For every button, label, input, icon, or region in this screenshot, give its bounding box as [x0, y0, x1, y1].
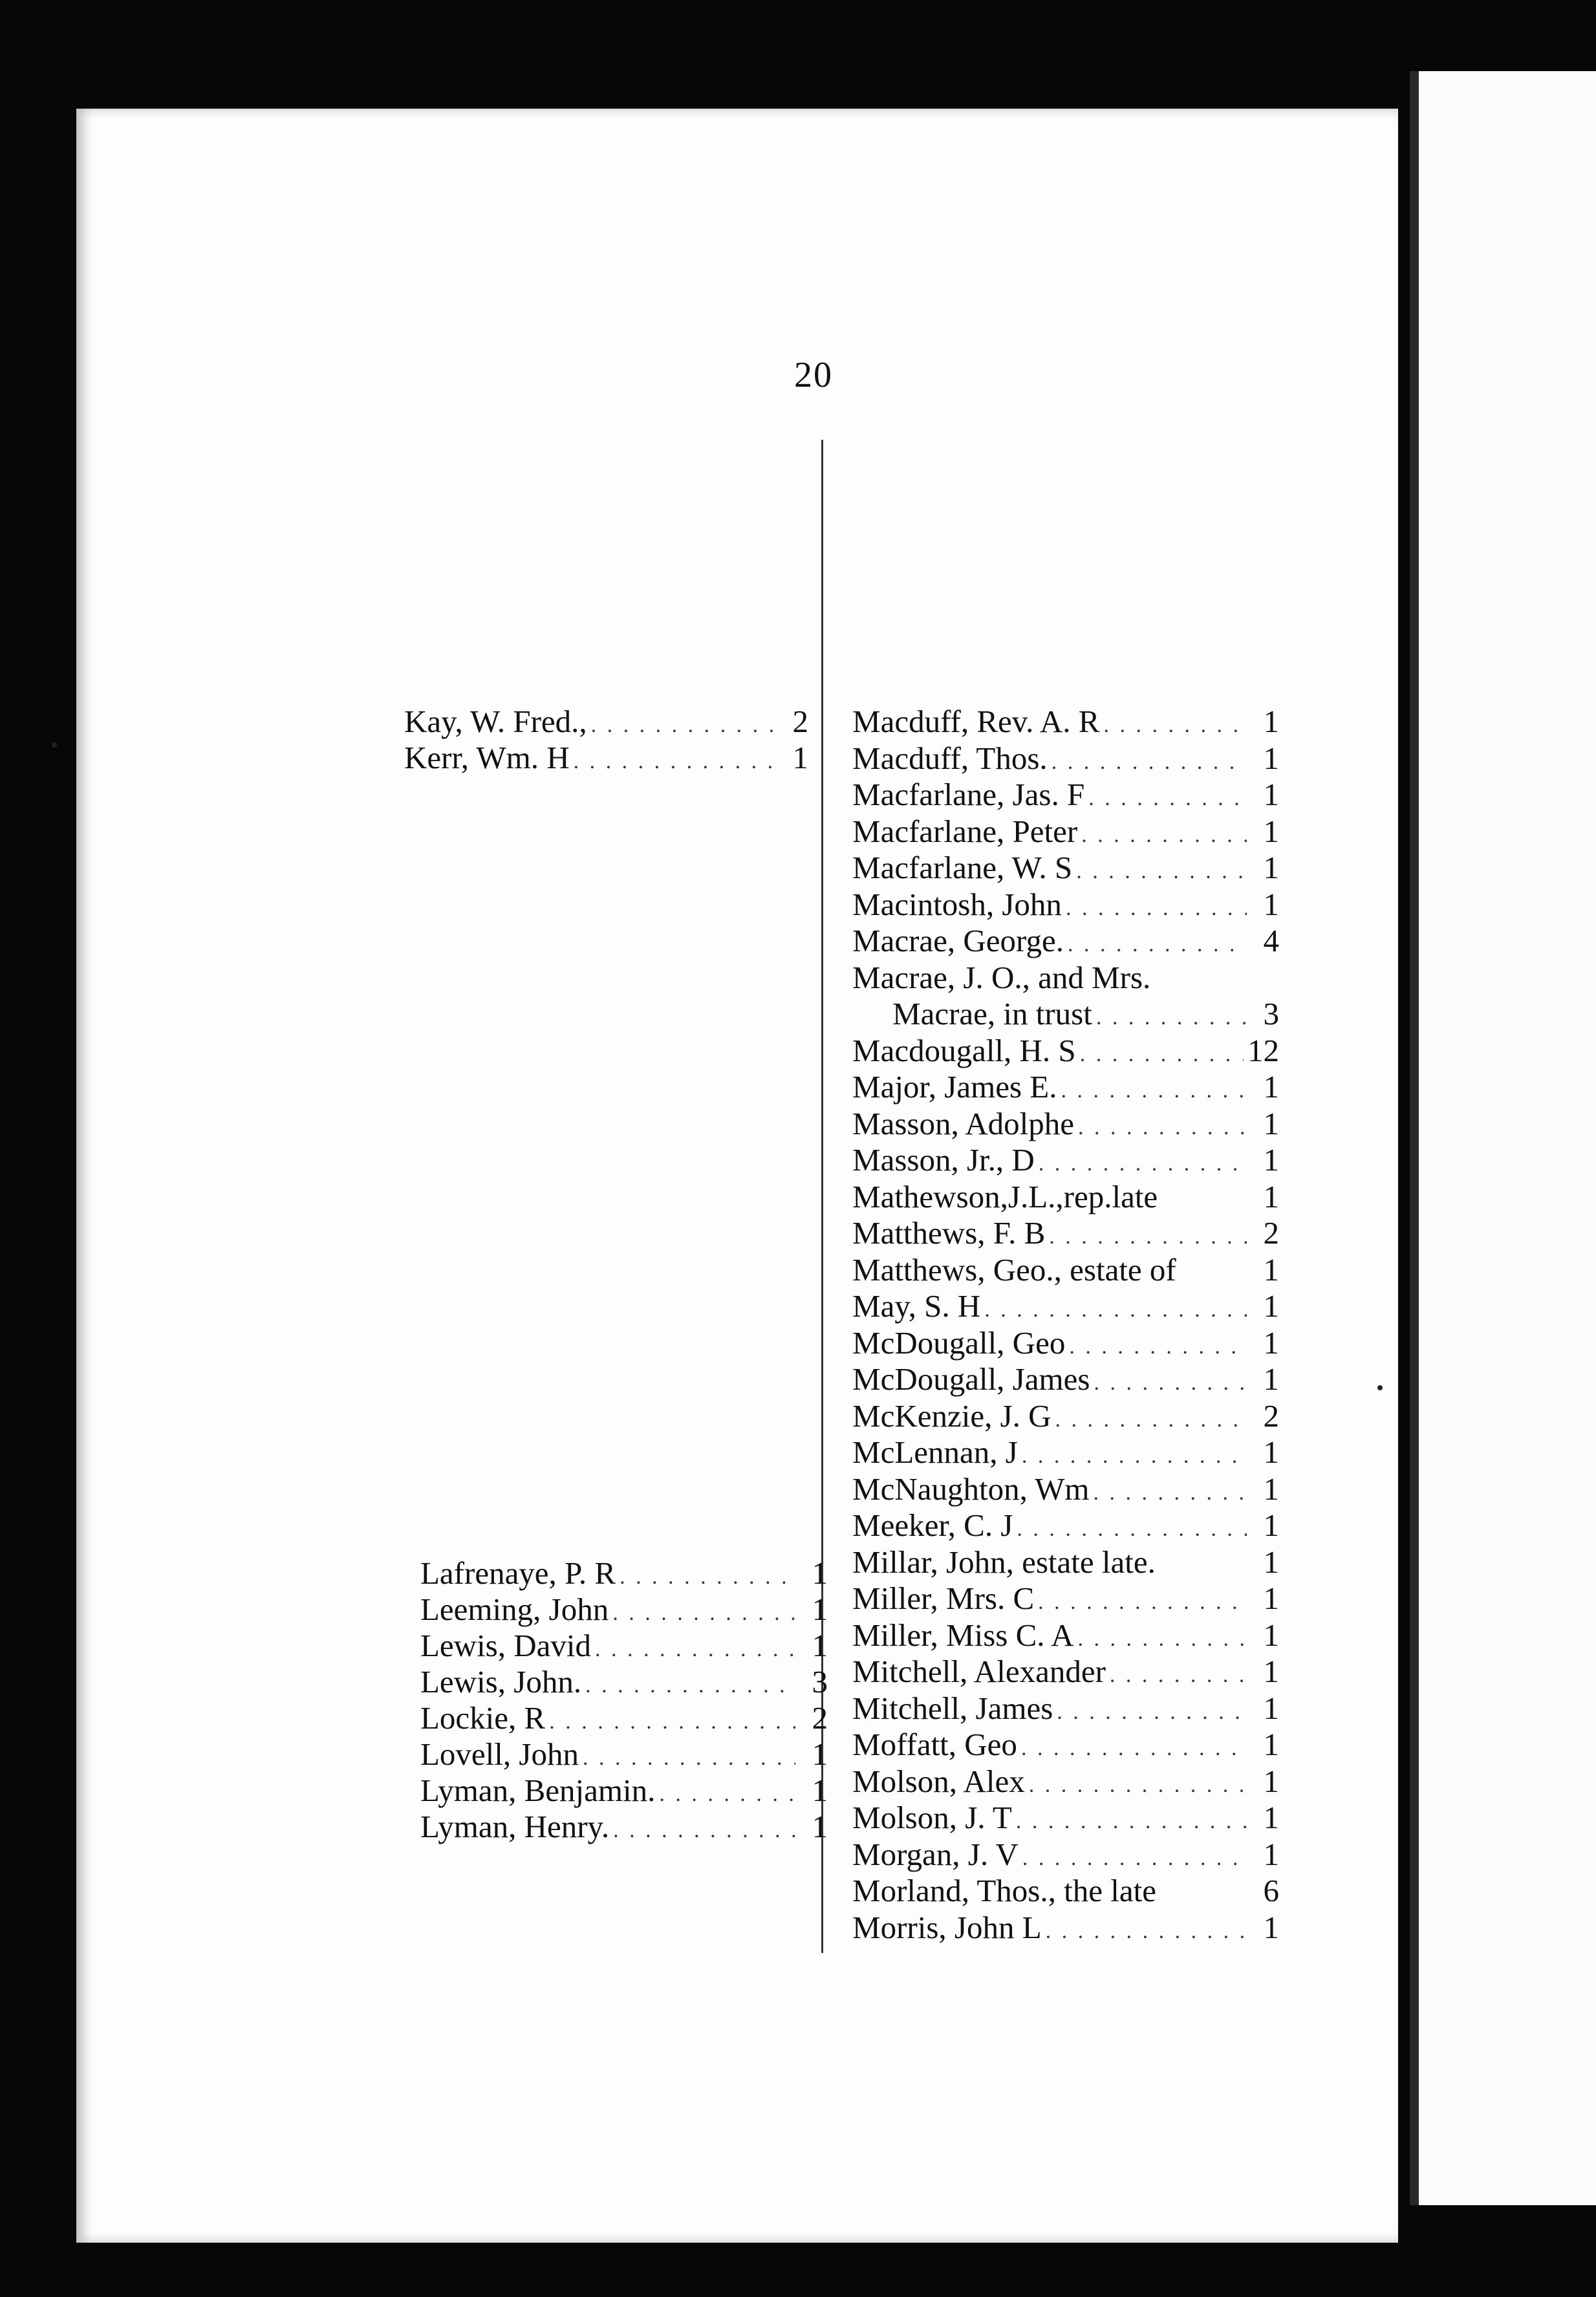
- subscriber-name: Macintosh, John: [852, 886, 1062, 922]
- subscriber-name: Kay, W. Fred.,: [404, 704, 587, 739]
- list-item: [852, 1434, 1279, 1471]
- share-count: 1: [1263, 704, 1279, 739]
- scan-speck: [52, 742, 57, 748]
- share-count: 1: [812, 1591, 828, 1627]
- dot-leader: [585, 1668, 795, 1704]
- subscriber-name: Millar, John, estate late.: [852, 1544, 1156, 1580]
- share-count: 1: [1263, 740, 1279, 776]
- dot-leader: [583, 1740, 795, 1776]
- list-item: [404, 740, 808, 776]
- dot-leader: [613, 1813, 795, 1849]
- subscriber-name: Masson, Jr., D: [852, 1142, 1035, 1178]
- list-item: [852, 1288, 1279, 1325]
- list-item: [852, 1800, 1279, 1837]
- share-count: 1: [1263, 1142, 1279, 1178]
- dot-leader: [1103, 707, 1247, 744]
- list-item: [420, 1555, 828, 1591]
- share-count: 2: [792, 704, 808, 739]
- share-count: 2: [1263, 1397, 1279, 1434]
- list-item: [852, 1471, 1279, 1508]
- subscriber-name: Morland, Thos., the late: [852, 1873, 1156, 1908]
- dot-leader: [1022, 1438, 1247, 1475]
- dot-leader: [1051, 744, 1247, 781]
- dot-leader: [1039, 1146, 1247, 1183]
- list-item: [420, 1700, 828, 1736]
- list-item: [420, 1664, 828, 1700]
- subscriber-name: Macrae, in trust: [892, 996, 1092, 1031]
- dot-leader: [1068, 927, 1247, 964]
- subscriber-name: McDougall, Geo: [852, 1324, 1066, 1361]
- scan-speck: [1377, 1385, 1383, 1390]
- share-count: 1: [1263, 1909, 1279, 1945]
- share-count: 3: [812, 1664, 828, 1699]
- subscriber-name: Macrae, George.: [852, 923, 1064, 958]
- list-item: [852, 814, 1279, 850]
- subscriber-name: Major, James E.: [852, 1069, 1057, 1105]
- dot-leader: [591, 707, 776, 744]
- dot-leader: [1038, 1584, 1247, 1621]
- list-item: [420, 1591, 828, 1628]
- share-count: 1: [1263, 1617, 1279, 1653]
- subscriber-name: Matthews, F. B: [852, 1215, 1046, 1251]
- list-item: [852, 1033, 1279, 1070]
- share-count: 1: [1263, 1727, 1279, 1762]
- list-item: [852, 960, 1279, 997]
- list-item: [852, 1837, 1279, 1873]
- subscriber-name: Molson, J. T: [852, 1800, 1012, 1835]
- share-count: 1: [812, 1773, 828, 1808]
- dot-leader: [1077, 1621, 1247, 1658]
- list-item: [852, 1215, 1279, 1252]
- list-item: [852, 1763, 1279, 1800]
- list-item: [852, 923, 1279, 960]
- share-count: 1: [1263, 1654, 1279, 1689]
- subscriber-name: Lewis, David: [420, 1628, 591, 1663]
- list-item: [420, 1809, 828, 1845]
- dot-leader: [984, 1292, 1247, 1329]
- subscriber-name: Meeker, C. J: [852, 1507, 1013, 1543]
- list-item: [852, 1580, 1279, 1617]
- subscriber-name: May, S. H: [852, 1288, 981, 1324]
- list-item: [852, 1544, 1279, 1581]
- list-item: [420, 1736, 828, 1773]
- list-item: [852, 1873, 1279, 1910]
- share-count: 1: [1263, 1434, 1279, 1470]
- share-count: 1: [1263, 1800, 1279, 1835]
- list-item: [852, 1252, 1279, 1289]
- dot-leader: [1046, 1914, 1247, 1950]
- subscriber-name: Mitchell, James: [852, 1690, 1053, 1726]
- subscriber-name: Lovell, John: [420, 1736, 579, 1772]
- subscriber-name: Matthews, Geo., estate of: [852, 1251, 1176, 1288]
- list-item: [852, 1142, 1279, 1179]
- subscriber-name: Kerr, Wm. H: [404, 740, 570, 775]
- share-count: 1: [1263, 1507, 1279, 1543]
- dot-leader: [1017, 1511, 1247, 1548]
- subscriber-name: Macfarlane, Peter: [852, 813, 1078, 849]
- dot-leader: [1021, 1731, 1247, 1767]
- dot-leader: [1055, 1402, 1247, 1439]
- list-item: [852, 1106, 1279, 1143]
- list-item: [852, 887, 1279, 923]
- dot-leader: [1049, 1219, 1247, 1256]
- dot-leader: [1078, 1110, 1247, 1147]
- subscriber-name: Lyman, Benjamin.: [420, 1773, 656, 1808]
- list-item: [852, 1179, 1279, 1216]
- list-item: [852, 1617, 1279, 1654]
- share-count: 4: [1263, 923, 1279, 958]
- subscriber-name: Lewis, John.: [420, 1664, 582, 1699]
- dot-leader: [1076, 854, 1247, 890]
- list-item: [404, 704, 808, 740]
- share-count: 1: [1263, 1690, 1279, 1726]
- share-count: 1: [1263, 1178, 1279, 1214]
- share-count: 1: [1263, 1763, 1279, 1799]
- subscriber-name: McNaughton, Wm: [852, 1471, 1090, 1507]
- list-item: [852, 1507, 1279, 1544]
- facing-page-edge: [1410, 71, 1596, 2205]
- share-count: 1: [1263, 1288, 1279, 1324]
- dot-leader: [620, 1559, 795, 1595]
- subscriber-name: Mathewson,J.L.,rep.late: [852, 1178, 1158, 1214]
- share-count: 12: [1247, 1032, 1279, 1068]
- subscriber-name: Lockie, R: [420, 1700, 546, 1736]
- dot-leader: [659, 1776, 795, 1813]
- list-item: [852, 1361, 1279, 1398]
- share-count: 2: [1263, 1215, 1279, 1251]
- dot-leader: [1094, 1365, 1247, 1402]
- subscriber-name: Miller, Mrs. C: [852, 1580, 1035, 1616]
- list-item: [852, 1069, 1279, 1106]
- subscriber-name: Macduff, Thos.: [852, 740, 1048, 776]
- subscriber-name: Mitchell, Alexander: [852, 1654, 1106, 1689]
- subscriber-name: Leeming, John: [420, 1591, 609, 1627]
- list-item: [852, 1727, 1279, 1763]
- subscriber-list-k: [404, 704, 808, 776]
- share-count: 1: [1263, 1251, 1279, 1288]
- subscriber-list-l: [420, 1555, 828, 1845]
- list-item: [852, 777, 1279, 814]
- list-item: [420, 1773, 828, 1809]
- share-count: 1: [1263, 1471, 1279, 1507]
- share-count: 1: [1263, 1069, 1279, 1105]
- subscriber-name: Morgan, J. V: [852, 1836, 1019, 1872]
- list-item: [852, 1325, 1279, 1362]
- share-count: 1: [1263, 850, 1279, 885]
- subscriber-name: Macdougall, H. S: [852, 1032, 1076, 1068]
- dot-leader: [1069, 1329, 1247, 1366]
- dot-leader: [1061, 1073, 1247, 1110]
- subscriber-name: Lyman, Henry.: [420, 1809, 610, 1844]
- subscriber-list-m: [852, 704, 1279, 1946]
- list-item: [852, 1654, 1279, 1690]
- dot-leader: [1081, 817, 1247, 854]
- subscriber-name: Morris, John L: [852, 1909, 1042, 1945]
- dot-leader: [1110, 1657, 1247, 1694]
- share-count: 3: [1263, 996, 1279, 1031]
- share-count: 1: [1263, 1324, 1279, 1361]
- dot-leader: [1096, 1000, 1247, 1037]
- dot-leader: [1057, 1694, 1247, 1731]
- share-count: 1: [1263, 1544, 1279, 1580]
- dot-leader: [1088, 781, 1247, 817]
- list-item: [420, 1628, 828, 1664]
- subscriber-name: McDougall, James: [852, 1361, 1090, 1397]
- share-count: 1: [1263, 777, 1279, 812]
- share-count: 1: [1263, 886, 1279, 922]
- list-item: [852, 1910, 1279, 1947]
- dot-leader: [1022, 1840, 1247, 1877]
- share-count: 1: [812, 1555, 828, 1591]
- dot-leader: [1080, 1037, 1244, 1073]
- dot-leader: [1016, 1804, 1247, 1840]
- list-item: [852, 1398, 1279, 1435]
- share-count: 1: [792, 740, 808, 775]
- subscriber-name: Lafrenaye, P. R: [420, 1555, 616, 1591]
- share-count: 1: [812, 1628, 828, 1663]
- subscriber-name: Miller, Miss C. A: [852, 1617, 1074, 1653]
- list-item: [852, 1690, 1279, 1727]
- list-item: [852, 704, 1279, 740]
- subscriber-name: McLennan, J: [852, 1434, 1018, 1470]
- subscriber-name: Moffatt, Geo: [852, 1727, 1017, 1762]
- share-count: 1: [1263, 1580, 1279, 1616]
- subscriber-name: Macfarlane, W. S: [852, 850, 1073, 885]
- dot-leader: [549, 1704, 795, 1740]
- list-item: [852, 850, 1279, 887]
- dot-leader: [1029, 1767, 1247, 1804]
- subscriber-name: Masson, Adolphe: [852, 1105, 1074, 1141]
- subscriber-name: McKenzie, J. G: [852, 1397, 1051, 1434]
- dot-leader: [1066, 890, 1247, 927]
- list-item: [852, 740, 1279, 777]
- subscriber-name: Macduff, Rev. A. R: [852, 704, 1100, 739]
- subscriber-name: Macfarlane, Jas. F: [852, 777, 1085, 812]
- share-count: 1: [1263, 1836, 1279, 1872]
- dot-leader: [1094, 1475, 1247, 1512]
- share-count: 1: [1263, 1361, 1279, 1397]
- share-count: 1: [812, 1809, 828, 1844]
- share-count: 2: [812, 1700, 828, 1736]
- dot-leader: [612, 1595, 795, 1632]
- subscriber-name: Molson, Alex: [852, 1763, 1025, 1799]
- share-count: 6: [1263, 1873, 1279, 1908]
- list-item: [852, 996, 1279, 1033]
- share-count: 1: [812, 1736, 828, 1772]
- dot-leader: [595, 1632, 795, 1668]
- subscriber-name: Macrae, J. O., and Mrs.: [852, 959, 1151, 995]
- page-number: 20: [794, 355, 833, 395]
- share-count: 1: [1263, 1105, 1279, 1141]
- dot-leader: [574, 744, 776, 780]
- share-count: 1: [1263, 813, 1279, 849]
